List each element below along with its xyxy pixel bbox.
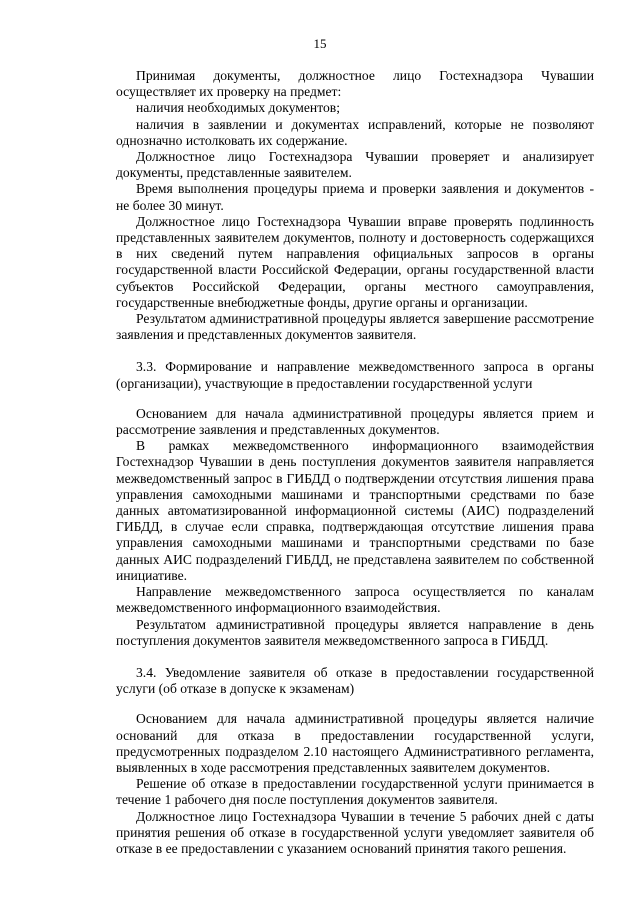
paragraph: Основанием для начала административной процедуры является прием и рассмотрение заявления и представленных документов. xyxy=(116,405,594,438)
paragraph: Принимая документы, должностное лицо Гостехнадзора Чувашии осуществляет их проверку на предмет: xyxy=(116,68,594,100)
spacer xyxy=(116,649,594,665)
section-heading-3-3: 3.3. Формирование и направление межведомственного запроса в органы (организации), участвующие в предоставлении государственной услуги xyxy=(116,359,594,391)
spacer xyxy=(116,343,594,359)
paragraph: Решение об отказе в предоставлении государственной услуги принимается в течение 1 рабочего дня после поступления документов заявителя. xyxy=(116,776,594,808)
spacer xyxy=(116,697,594,711)
list-item: наличия в заявлении и документах исправлений, которые не позволяют однозначно истолковать их содержание. xyxy=(116,116,594,148)
document-body xyxy=(116,68,594,857)
paragraph: Основанием для начала административной процедуры является наличие оснований для отказа в предоставлении государственной услуги, предусмотренных подразделом 2.10 настоящего Административного регламента, выявленных в ходе рассмотрения представленных заявителем документов. xyxy=(116,711,594,775)
paragraph: Направление межведомственного запроса осуществляется по каналам межведомственного информационного взаимодействия. xyxy=(116,584,594,616)
spacer xyxy=(116,392,594,406)
paragraph: Должностное лицо Гостехнадзора Чувашии вправе проверять подлинность представленных заявителем документов, полноту и достоверность содержащихся в них сведений путем направления официальных запросов в органы государственной власти Российской Федерации, органы государственной власти субъектов Российской Федерации, органы местного самоуправления, государственные внебюджетные фонды, другие органы и организации. xyxy=(116,213,594,310)
paragraph: Результатом административной процедуры является завершение рассмотрение заявления и представленных документов заявителя. xyxy=(116,311,594,343)
paragraph: Время выполнения процедуры приема и проверки заявления и документов - не более 30 минут. xyxy=(116,181,594,213)
paragraph: В рамках межведомственного информационного взаимодействия Гостехнадзор Чувашии в день поступления документов заявителя направляется межведомственный запрос в ГИБДД о подтверждении отсутствия лишения права управления самоходными машинами и транспортными средствами по базе данных автоматизированной информационной системы (АИС) подразделений ГИБДД, в случае если справка, подтверждающая отсутствие лишения права управления самоходными машинами и транспортными средствами по базе данных АИС подразделений ГИБДД, не представлена заявителем по собственной инициативе. xyxy=(116,438,594,583)
list-item: наличия необходимых документов; xyxy=(136,100,340,116)
paragraph: Должностное лицо Гостехнадзора Чувашии в течение 5 рабочих дней с даты принятия решения об отказе в государственной услуги уведомляет заявителя об отказе в ее предоставлении с указанием оснований принятия такого решения. xyxy=(116,808,594,856)
paragraph: Должностное лицо Гостехнадзора Чувашии проверяет и анализирует документы, представленные заявителем. xyxy=(116,149,594,181)
section-heading-3-4: 3.4. Уведомление заявителя об отказе в предоставлении государственной услуги (об отказе в допуске к экзаменам) xyxy=(116,664,594,697)
paragraph: Результатом административной процедуры является направление в день поступления документов заявителя межведомственного запроса в ГИБДД. xyxy=(116,616,594,648)
page-number: 15 xyxy=(313,36,327,51)
